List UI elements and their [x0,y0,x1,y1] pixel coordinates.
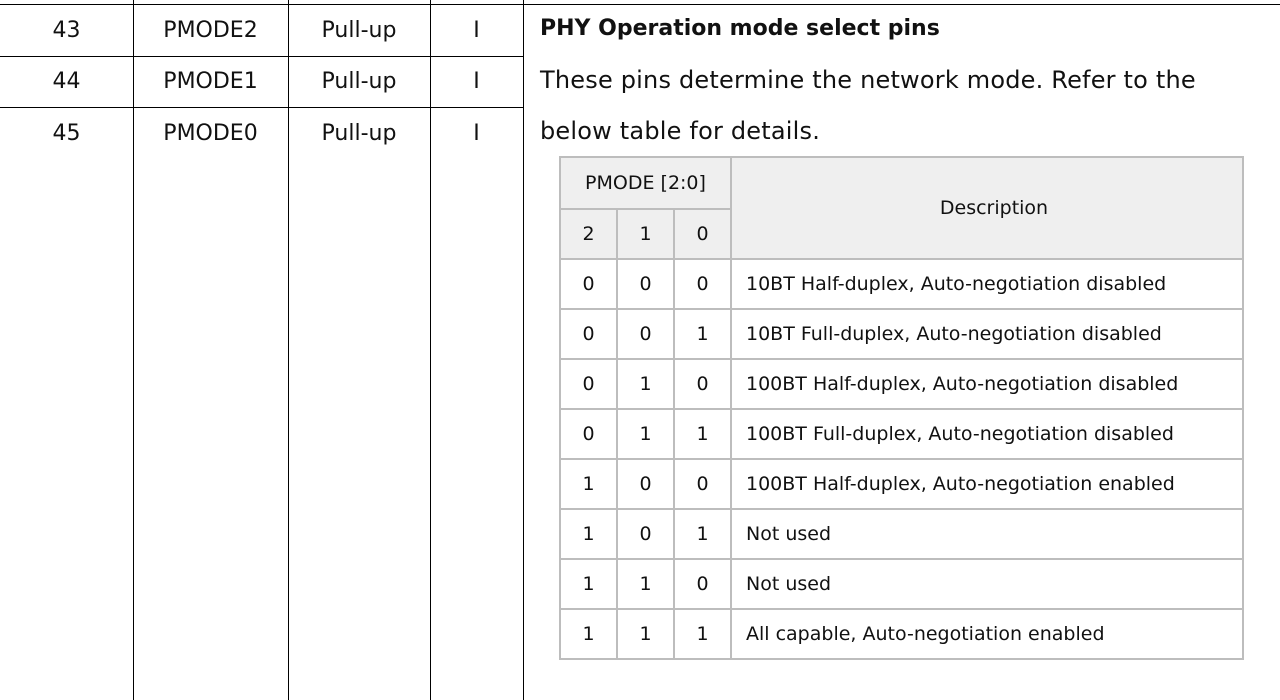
bit-value: 1 [560,609,617,659]
description-text: below table for details. [540,117,821,145]
pin-type: I [473,121,480,146]
bit-header: 0 [674,209,731,259]
pin-default: Pull-up [321,121,397,146]
pin-number: 43 [52,18,81,43]
pin-type: I [473,69,480,94]
pin-default: Pull-up [321,69,397,94]
bit-value: 1 [674,609,731,659]
mode-description: Not used [731,509,1243,559]
pin-default: Pull-up [321,18,397,43]
mode-description: All capable, Auto-negotiation enabled [731,609,1243,659]
table-row [560,309,1243,359]
table-row [560,359,1243,409]
section-heading: PHY Operation mode select pins [540,16,940,41]
bit-header: 1 [617,209,674,259]
bit-value: 0 [674,259,731,309]
table-row [560,509,1243,559]
bit-value: 1 [560,509,617,559]
bit-value: 0 [560,259,617,309]
table-row [560,459,1243,509]
bit-value: 0 [674,359,731,409]
bit-header: 2 [560,209,617,259]
mode-description: 10BT Half-duplex, Auto-negotiation disabled [731,259,1243,309]
bit-value: 0 [617,309,674,359]
mode-description: Not used [731,559,1243,609]
pmode-table [559,156,1244,660]
column-divider [288,0,289,700]
table-row [560,559,1243,609]
table-header-row [560,157,1243,209]
bit-value: 1 [617,359,674,409]
pin-name: PMODE1 [163,69,258,94]
bit-value: 1 [560,459,617,509]
pin-number: 45 [52,121,81,146]
bit-value: 0 [560,359,617,409]
mode-description: 10BT Full-duplex, Auto-negotiation disabled [731,309,1243,359]
table-row [560,259,1243,309]
bit-value: 0 [617,259,674,309]
table-top-border [0,4,1280,5]
column-divider [430,0,431,700]
bit-value: 1 [674,309,731,359]
bit-value: 0 [674,559,731,609]
mode-description: 100BT Half-duplex, Auto-negotiation disabled [731,359,1243,409]
column-divider [523,0,524,700]
description-text: These pins determine the network mode. Refer to the [540,66,1196,94]
bit-value: 0 [617,509,674,559]
bit-value: 1 [674,409,731,459]
mode-description: 100BT Half-duplex, Auto-negotiation enabled [731,459,1243,509]
bit-value: 0 [617,459,674,509]
pmode-group-header: PMODE [2:0] [560,157,731,209]
bit-value: 0 [560,409,617,459]
bit-value: 0 [560,309,617,359]
bit-value: 1 [560,559,617,609]
description-header: Description [731,157,1243,259]
mode-description: 100BT Full-duplex, Auto-negotiation disabled [731,409,1243,459]
bit-value: 1 [617,409,674,459]
column-divider [133,0,134,700]
bit-value: 0 [674,459,731,509]
table-row [560,609,1243,659]
bit-value: 1 [674,509,731,559]
pin-name: PMODE0 [163,121,258,146]
row-divider [0,107,523,108]
table-row [560,409,1243,459]
bit-value: 1 [617,609,674,659]
pin-type: I [473,18,480,43]
bit-value: 1 [617,559,674,609]
pin-number: 44 [52,69,81,94]
pin-name: PMODE2 [163,18,258,43]
row-divider [0,56,523,57]
